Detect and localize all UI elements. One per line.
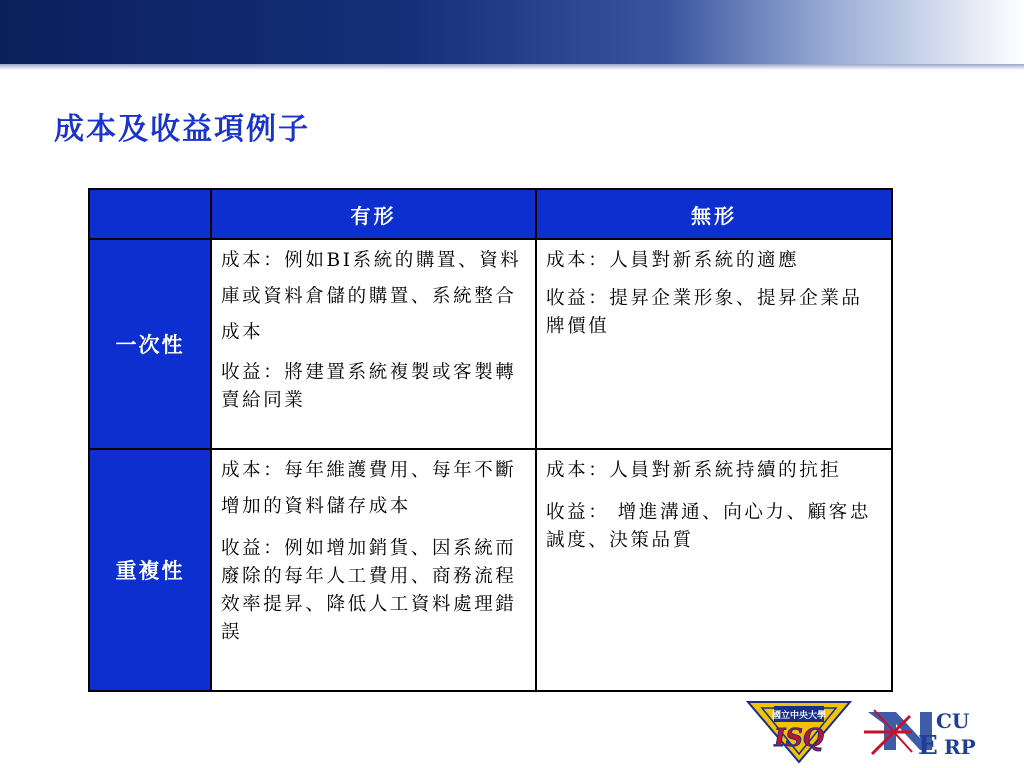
table-header-row <box>89 189 892 239</box>
table-row <box>89 239 892 449</box>
recurring-intangible-benefit: 收益： 增進溝通、向心力、顧客忠誠度、決策品質 <box>546 502 871 551</box>
top-banner <box>0 0 1024 64</box>
isq-seal-text: 國立中央大學 <box>771 711 827 721</box>
recurring-intangible-cell <box>536 449 892 691</box>
comparison-table-wrapper <box>88 188 891 692</box>
intangible-header: 無形 <box>536 189 892 239</box>
erp-top-text: CU <box>936 709 970 733</box>
recurring-tangible-cost: 成本：每年維護費用、每年不斷增加的資料儲存成本 <box>221 460 517 517</box>
one-time-tangible-cell <box>211 239 536 449</box>
one-time-intangible-cell <box>536 239 892 449</box>
slide-title: 成本及收益項例子 <box>54 112 310 147</box>
row-header-recurring: 重複性 <box>89 449 211 691</box>
tangible-header: 有形 <box>211 189 536 239</box>
erp-bottom-text: RP <box>944 735 976 759</box>
ncu-erp-logo <box>862 702 1002 760</box>
erp-e-letter: E <box>918 731 938 760</box>
one-time-tangible-cost: 成本：例如BI系統的購置、資料庫或資料倉儲的購置、系統整合成本 <box>221 250 522 343</box>
one-time-intangible-benefit: 收益：提昇企業形象、提昇企業品牌價值 <box>546 288 863 337</box>
banner-shadow <box>0 64 1024 70</box>
isq-text: ISQ <box>774 723 824 752</box>
recurring-intangible-cost: 成本：人員對新系統持續的抗拒 <box>546 460 842 481</box>
recurring-tangible-benefit: 收益：例如增加銷貨、因系統而廢除的每年人工費用、商務流程效率提昇、降低人工資料處理錯誤 <box>221 538 517 643</box>
row-header-one-time: 一次性 <box>89 239 211 449</box>
table-row <box>89 449 892 691</box>
logo-area <box>740 698 1010 764</box>
corner-header-cell <box>89 189 211 239</box>
recurring-tangible-cell <box>211 449 536 691</box>
isq-logo <box>740 698 858 764</box>
cost-benefit-table <box>88 188 893 692</box>
one-time-tangible-benefit: 收益：將建置系統複製或客製轉賣給同業 <box>221 362 517 411</box>
one-time-intangible-cost: 成本：人員對新系統的適應 <box>546 250 800 271</box>
